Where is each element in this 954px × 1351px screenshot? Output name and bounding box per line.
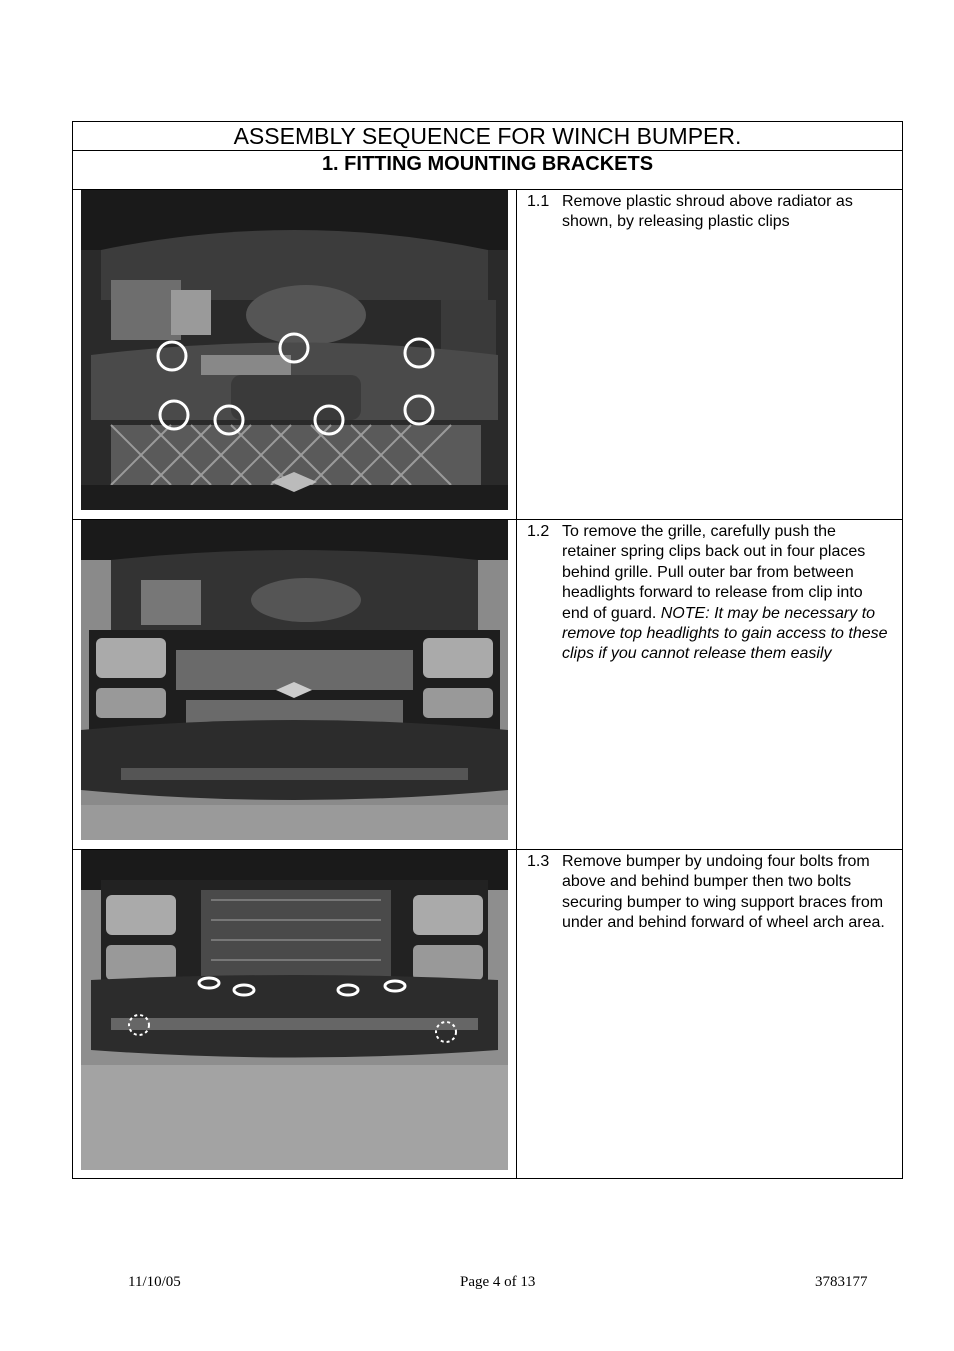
- engine-bay-photo: [81, 190, 508, 510]
- step-text-cell: [517, 520, 902, 849]
- assembly-table: [72, 121, 903, 1179]
- document-title: ASSEMBLY SEQUENCE FOR WINCH BUMPER.: [73, 122, 902, 151]
- truck-front-photo: [81, 520, 508, 840]
- step-note: NOTE: It may be necessary to remove top headlights to gain access to these clips if you cannot release them easily: [562, 604, 888, 663]
- step-row-1-2: [73, 520, 902, 850]
- step-number: 1.3: [527, 853, 550, 870]
- step-description: Remove plastic shroud above radiator as shown, by releasing plastic clips: [562, 193, 853, 231]
- footer-date: 11/10/05: [128, 1274, 181, 1290]
- step-description: Remove bumper by undoing four bolts from above and behind bumper then two bolts securing bumper to wing support braces from under and behind forward of wheel arch area.: [562, 853, 885, 932]
- footer-page-number: Page 4 of 13: [460, 1274, 536, 1290]
- step-text-cell: [517, 190, 902, 519]
- step-photo-cell: [73, 850, 517, 1178]
- step-instruction: [527, 192, 892, 233]
- step-description: To remove the grille, carefully push the retainer spring clips back out in four places behind grille. Pull outer bar from between headlights forward to release from clip into end of guard.: [562, 523, 866, 622]
- step-instruction: [527, 852, 892, 934]
- step-number: 1.1: [527, 193, 550, 210]
- step-row-1-3: [73, 850, 902, 1178]
- step-number: 1.2: [527, 523, 550, 540]
- footer-document-number: 3783177: [815, 1274, 868, 1290]
- truck-front-grille-photo-icon: [81, 520, 508, 840]
- truck-front-grille-removed-photo-icon: [81, 850, 508, 1170]
- step-row-1-1: [73, 190, 902, 520]
- step-text-cell: [517, 850, 902, 1178]
- engine-bay-photo-icon: [81, 190, 508, 510]
- step-photo-cell: [73, 190, 517, 519]
- step-instruction: [527, 522, 892, 665]
- step-photo-cell: [73, 520, 517, 849]
- truck-grille-removed-photo: [81, 850, 508, 1170]
- section-heading: 1. FITTING MOUNTING BRACKETS: [73, 151, 902, 190]
